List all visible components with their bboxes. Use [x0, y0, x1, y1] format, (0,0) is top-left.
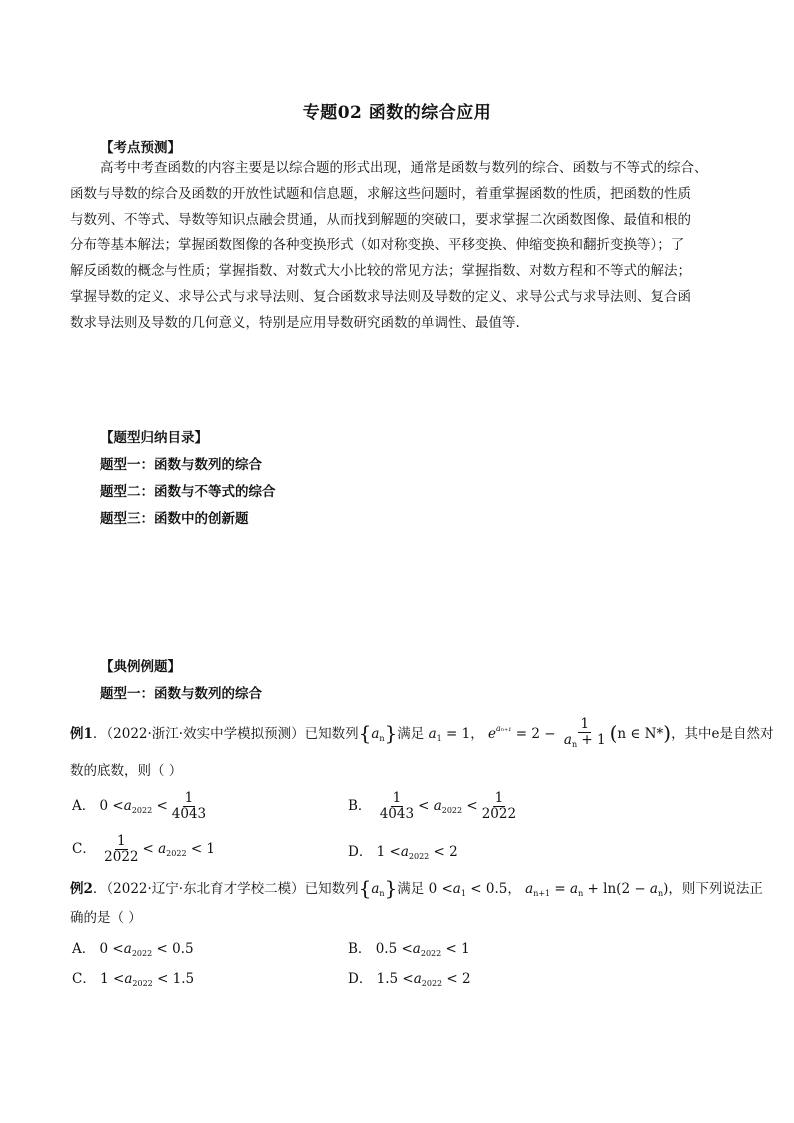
seq-var: a — [371, 726, 380, 742]
option-text: < 1.5 — [157, 971, 195, 987]
option-fraction — [480, 791, 518, 822]
cond1-sub: 1 — [460, 889, 466, 898]
fraction-denominator: 4043 — [171, 806, 207, 822]
cond1-right: < 0.5， — [470, 881, 521, 897]
example2-source: ．（2022·辽宁·东北育才学校二模）已知数列 — [92, 881, 359, 897]
fraction-numerator: 1 — [392, 790, 402, 806]
cond1-left: 0 < — [428, 881, 453, 897]
option-var: a — [158, 841, 167, 857]
example2-option-a — [72, 937, 194, 958]
fraction-denominator — [562, 733, 608, 752]
option-var: a — [400, 844, 409, 860]
paren-close: ) — [663, 721, 672, 745]
option-text: 0 < — [99, 798, 124, 814]
brace-open: { — [358, 721, 372, 745]
option-var: a — [413, 971, 422, 987]
option-sub: 2022 — [166, 849, 187, 858]
fraction-numerator: 1 — [580, 716, 590, 732]
init-val: = 1， — [441, 726, 484, 742]
example1-statement — [70, 717, 774, 752]
catalog-item: 题型三：函数中的创新题 — [100, 511, 249, 527]
seq-var: a — [371, 881, 380, 897]
cond2-var3: a — [649, 881, 658, 897]
example1-source: ．（2022·浙江·效实中学模拟预测）已知数列 — [92, 726, 359, 742]
e-base: e — [488, 726, 497, 742]
option-label: B． — [348, 941, 372, 957]
fraction-numerator: 1 — [184, 790, 194, 806]
forecast-paragraph — [70, 156, 732, 337]
den-rest: + 1 — [581, 732, 606, 748]
paragraph-line: 掌握导数的定义、求导公式与求导法则、复合函数求导法则及导数的定义、求导公式与求导法则、复合函 — [70, 288, 691, 305]
option-text: 1.5 < — [376, 971, 414, 987]
cond-text: 满足 — [397, 726, 425, 742]
cond2-sub2: n — [578, 889, 584, 898]
option-var: a — [412, 941, 421, 957]
brace-open: { — [358, 876, 372, 900]
examples-heading: 【典例例题】 — [100, 659, 181, 675]
fraction-denominator: 2022 — [104, 849, 139, 865]
option-fraction — [102, 834, 140, 865]
option-text: 1 < — [376, 844, 401, 860]
example1-line2: 数的底数，则（ ） — [70, 763, 183, 779]
option-text: < 1 — [190, 841, 216, 857]
option-text: 0.5 < — [375, 941, 413, 957]
example1-option-c — [72, 834, 215, 865]
option-sub: 2022 — [421, 979, 443, 988]
option-var: a — [433, 798, 442, 814]
seq-sub: n — [379, 734, 385, 743]
domain: n ∈ N* — [617, 726, 664, 742]
cond2-close: ) — [663, 881, 669, 897]
paragraph-line: 分布等基本解法；掌握函数图像的各种变换形式（如对称变换、平移变换、伸缩变换和翻折变换等）；了 — [70, 237, 685, 254]
option-text: < — [142, 841, 154, 857]
cond2-rest: + ln(2 − — [583, 881, 650, 897]
option-var: a — [124, 971, 133, 987]
example1-tail: ，其中e是自然对 — [671, 726, 774, 742]
cond2-sub: n+1 — [533, 889, 551, 898]
den-sub: n — [571, 740, 578, 749]
cond2-var: a — [525, 881, 534, 897]
option-sub: 2022 — [131, 806, 153, 815]
option-text: 0 < — [99, 941, 124, 957]
example2-line2: 确的是（ ） — [70, 910, 142, 926]
init-var: a — [428, 726, 437, 742]
example2-label: 例2 — [70, 881, 93, 897]
option-sub: 2022 — [441, 806, 463, 815]
brace-close: } — [384, 876, 398, 900]
fraction-denominator: 4043 — [379, 806, 415, 822]
paren-open: ( — [609, 721, 618, 745]
option-label: A． — [72, 941, 96, 957]
page-title: 专题02 函数的综合应用 — [302, 103, 492, 123]
option-label: D． — [348, 971, 373, 987]
option-text: < 2 — [446, 971, 471, 987]
option-label: B． — [348, 798, 372, 814]
example2-statement — [70, 876, 763, 900]
paragraph-line: 解反函数的概念与性质；掌握指数、对数式大小比较的常见方法；掌握指数、对数方程和不等式的解法； — [70, 263, 691, 280]
e-exponent: aₙ₊₁ — [496, 724, 512, 733]
brace-close: } — [384, 721, 398, 745]
forecast-heading: 【考点预测】 — [100, 140, 181, 156]
option-label: D． — [348, 844, 373, 860]
cond-text: 满足 — [397, 881, 425, 897]
example1-option-b — [348, 791, 520, 822]
paragraph-line: 高考中考查函数的内容主要是以综合题的形式出现，通常是函数与数列的综合、函数与不等式的综合、 — [100, 160, 708, 176]
option-text: < — [466, 798, 478, 814]
init-sub: 1 — [436, 734, 442, 743]
fraction-numerator: 1 — [494, 790, 504, 806]
option-var: a — [123, 941, 132, 957]
cond2-sub3: n — [657, 889, 664, 898]
example2-option-b — [348, 937, 470, 958]
option-sub: 2022 — [132, 979, 153, 988]
option-label: C． — [72, 971, 96, 987]
seq-sub: n — [379, 889, 385, 898]
cond1-var: a — [452, 881, 461, 897]
catalog-item: 题型一：函数与数列的综合 — [100, 457, 262, 473]
option-text: < — [418, 798, 430, 814]
den-var: a — [563, 732, 572, 748]
example1-label: 例1 — [70, 726, 93, 742]
option-label: C． — [72, 841, 96, 857]
fraction-denominator: 2022 — [481, 806, 517, 822]
option-sub: 2022 — [131, 949, 153, 958]
catalog-item: 题型二：函数与不等式的综合 — [100, 484, 276, 500]
example1-option-a — [72, 791, 210, 822]
option-sub: 2022 — [420, 949, 442, 958]
option-label: A． — [72, 798, 96, 814]
paragraph-line: 与数列、不等式、导数等知识点融会贯通，从而找到解题的突破口，要求掌握二次函数图像、最值和根的 — [70, 211, 691, 228]
example2-tail: ，则下列说法正 — [668, 881, 763, 897]
option-text: 1 < — [100, 971, 125, 987]
recurrence-lhs: = 2 − — [511, 726, 556, 742]
cond2-mid: = — [550, 881, 571, 897]
example2-option-c — [72, 967, 194, 988]
option-fraction — [170, 791, 208, 822]
cond2-var2: a — [570, 881, 579, 897]
type-one-heading: 题型一：函数与数列的综合 — [100, 686, 262, 702]
option-text: < 0.5 — [156, 941, 194, 957]
option-sub: 2022 — [408, 852, 430, 861]
recurrence-fraction — [562, 717, 608, 752]
option-fraction — [378, 791, 416, 822]
fraction-numerator: 1 — [117, 833, 126, 849]
option-text: < 1 — [445, 941, 470, 957]
option-text: < — [156, 798, 168, 814]
catalog-heading: 【题型归纳目录】 — [100, 430, 208, 446]
paragraph-line: 数求导法则及导数的几何意义，特别是应用导数研究函数的单调性、最值等. — [70, 314, 520, 331]
option-text: < 2 — [433, 844, 458, 860]
paragraph-line: 函数与导数的综合及函数的开放性试题和信息题，求解这些问题时，着重掌握函数的性质，把函数的性质 — [70, 185, 691, 202]
example2-option-d — [348, 967, 471, 988]
example1-option-d — [348, 840, 458, 861]
option-var: a — [123, 798, 132, 814]
